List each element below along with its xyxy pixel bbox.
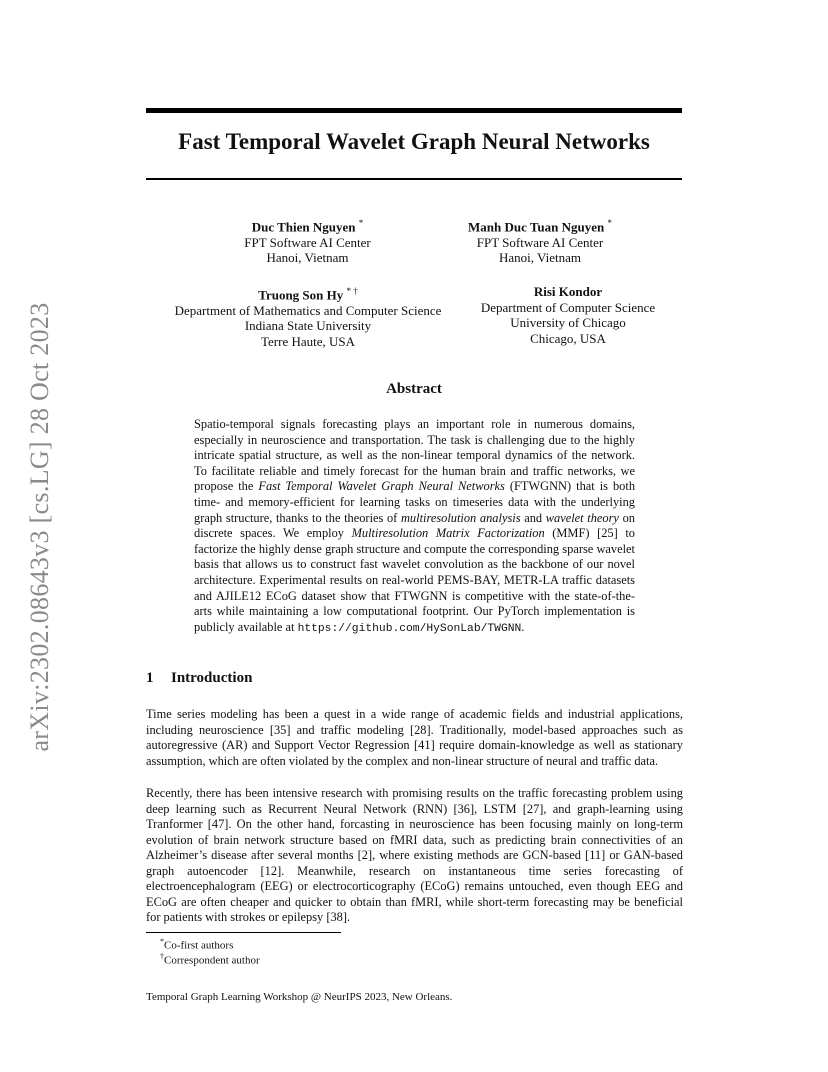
author-block	[425, 216, 655, 266]
author-location: Chicago, USA	[530, 330, 606, 346]
author-location: Hanoi, Vietnam	[266, 250, 349, 266]
abstract-heading: Abstract	[386, 381, 442, 397]
author-block	[468, 284, 668, 346]
footnote: †Correspondent author	[160, 952, 260, 967]
section-heading-introduction: 1 Introduction	[146, 670, 253, 686]
author-location: Hanoi, Vietnam	[498, 250, 582, 266]
author-block	[160, 284, 456, 349]
author-location: Terre Haute, USA	[260, 333, 356, 349]
body-paragraph: Recently, there has been intensive research with promising results on the traffic forecasting problem using deep learning such as Recurrent Neural Network (RNN) [36], LSTM [27], and graph-learning using Tranformer [47]. On the other hand, forcasting in neuroscience has been focusing mainly on long-term evolution of brain network structure based on fMRI data, such as predicting brain connectivities of an Alzheimer’s disease after several months [2], where existing methods are GCN-based [11] or GAN-based graph autoencoder [12]. Meanwhile, research on instantaneous time series forecasting of electroencephalogram (EEG) or electrocorticography (ECoG) remains untouched, even though EEG and ECoG are often cheaper and quicker to obtain than fMRI, while short-term forecasting may be beneficial for patients with strokes or epilepsy [38].	[146, 786, 683, 924]
code-repository-link[interactable]: https://github.com/HySonLab/TWGNN	[297, 622, 522, 635]
author-affiliation: Department of Computer Science	[480, 299, 656, 315]
venue-footer: Temporal Graph Learning Workshop @ NeurIPS 2023, New Orleans.	[146, 991, 453, 1003]
body-paragraph: Time series modeling has been a quest in a wide range of academic fields and industrial applications, including neuroscience [35] and traffic modeling [28]. Traditionally, model-based approaches such as autoregressive (AR) and Support Vector Regression [41] require domain-knowledge as well as stationary assumption, which are often violated by the complex and non-linear structure of neural and traffic data.	[146, 707, 683, 768]
abstract-text: Spatio-temporal signals forecasting plays an important role in numerous domains, especially in neuroscience and transportation. The task is challenging due to the highly intricate spatial structure, as well as the non-linear temporal dynamics of the network. To facilitate reliable and timely forecast for the human brain and traffic networks, we propose the Fast Temporal Wavelet Graph Neural Networks (FTWGNN) that is both time- and memory-efficient for learning tasks on timeseries data with the underlying graph structure, thanks to the theories of multiresolution analysis and wavelet theory on discrete spaces. We employ Multiresolution Matrix Factorization (MMF) [25] to factorize the highly dense graph structure and compute the corresponding sparse wavelet basis that allows us to construct fast wavelet convolution as the backbone of our novel architecture. Experimental results on real-world PEMS-BAY, METR-LA traffic datasets and AJILE12 ECoG dataset show that FTWGNN is competitive with the state-of-the-arts while maintaining a low computational footprint. Our PyTorch implementation is publicly available at https://github.com/HySonLab/TWGNN.	[194, 417, 636, 635]
footnote-rule	[146, 932, 341, 933]
author-name: Duc Thien Nguyen *	[251, 218, 364, 235]
author-name: Risi Kondor	[533, 284, 603, 299]
arxiv-id-text: arXiv:2302.08643v3 [cs.LG] 28 Oct 2023	[25, 302, 54, 752]
arxiv-identifier-stamp	[17, 292, 63, 762]
footnote: *Co-first authors	[160, 937, 234, 952]
title-rule-bottom	[146, 178, 682, 180]
author-name: Manh Duc Tuan Nguyen *	[468, 218, 612, 235]
author-name: Truong Son Hy * †	[258, 286, 358, 303]
paper-title: Fast Temporal Wavelet Graph Neural Networks	[178, 129, 650, 154]
author-block	[200, 216, 415, 266]
author-affiliation: FPT Software AI Center	[476, 234, 604, 250]
author-affiliation: Department of Mathematics and Computer Science	[174, 302, 442, 318]
author-affiliation: FPT Software AI Center	[244, 234, 371, 250]
author-institution: University of Chicago	[510, 315, 626, 330]
title-rule-top	[146, 108, 682, 113]
author-institution: Indiana State University	[244, 318, 372, 334]
